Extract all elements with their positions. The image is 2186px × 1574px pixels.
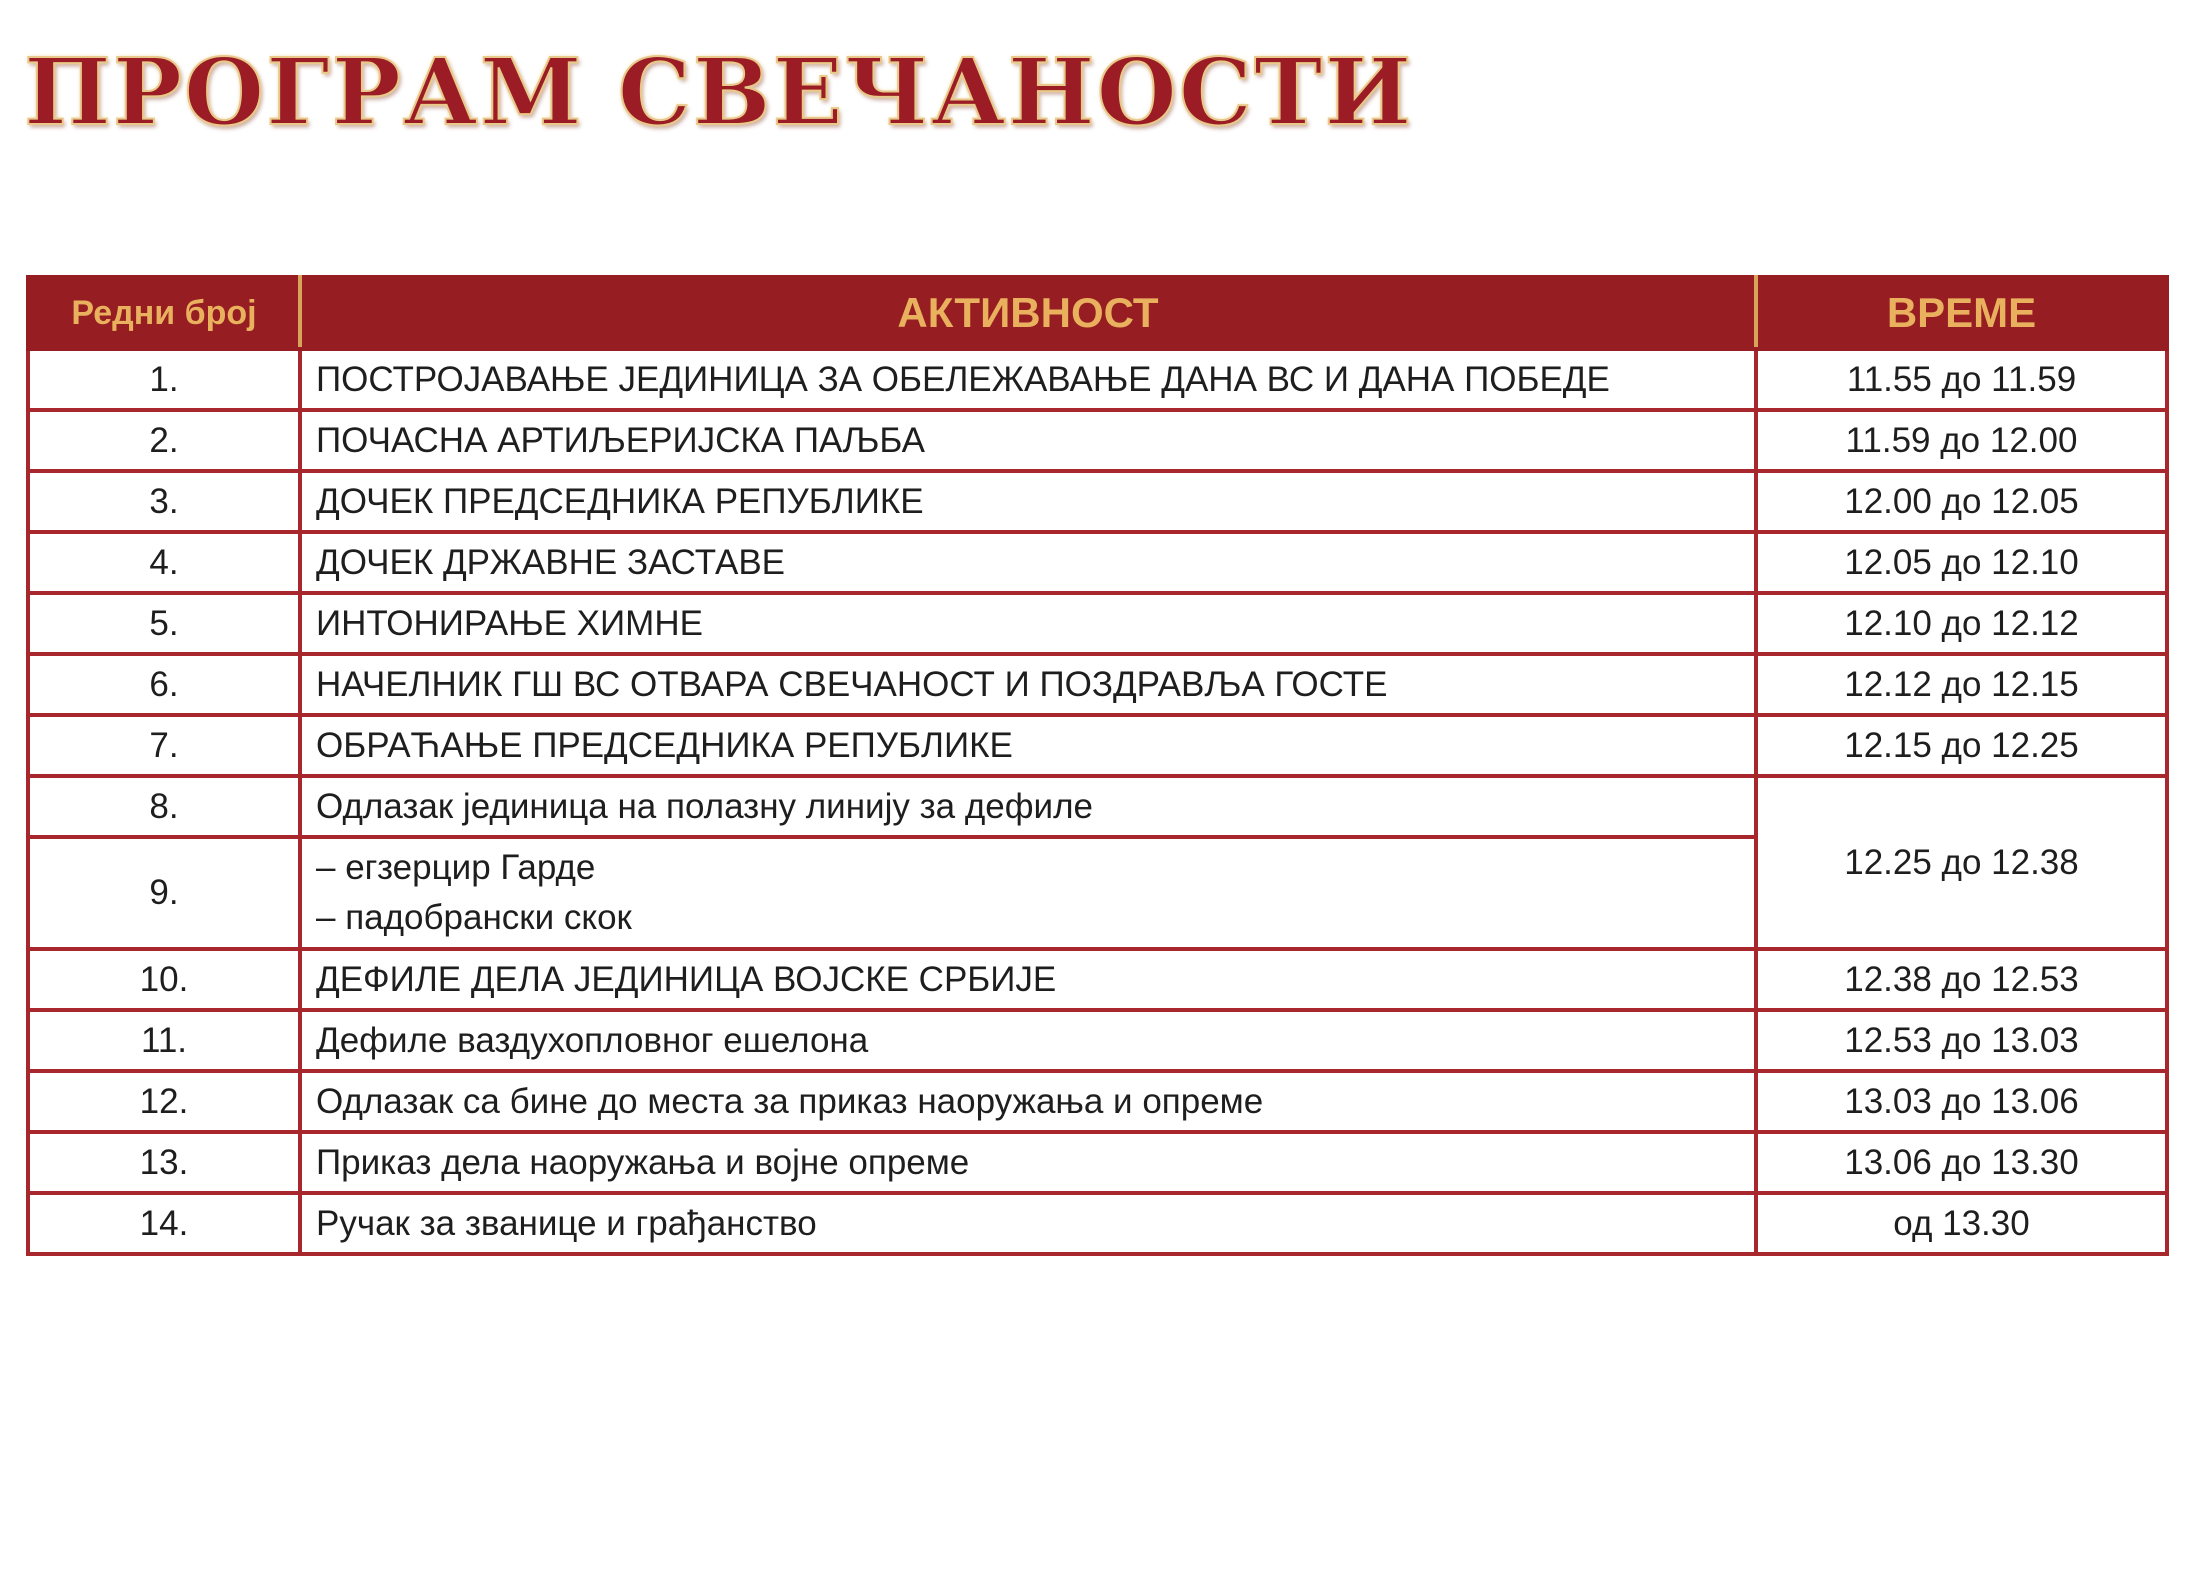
row-time: 11.59 до 12.00 [1756, 410, 2167, 471]
row-time: 11.55 до 11.59 [1756, 349, 2167, 410]
row-time: 12.00 до 12.05 [1756, 471, 2167, 532]
row-time: 12.10 до 12.12 [1756, 593, 2167, 654]
row-activity: Одлазак са бине до места за приказ наоружања и опреме [300, 1071, 1756, 1132]
row-time: 12.12 до 12.15 [1756, 654, 2167, 715]
row-activity: ДОЧЕК ДРЖАВНЕ ЗАСТАВЕ [300, 532, 1756, 593]
row-activity: Приказ дела наоружања и војне опреме [300, 1132, 1756, 1193]
table-row [28, 654, 2167, 715]
row-number: 9. [28, 837, 300, 949]
table-row [28, 1193, 2167, 1254]
row-activity: ПОЧАСНА АРТИЉЕРИЈСКА ПАЉБА [300, 410, 1756, 471]
row-time: 12.38 до 12.53 [1756, 949, 2167, 1010]
row-number: 11. [28, 1010, 300, 1071]
table-row [28, 593, 2167, 654]
row-time: 12.25 до 12.38 [1756, 776, 2167, 949]
row-activity: ОБРАЋАЊЕ ПРЕДСЕДНИКА РЕПУБЛИКЕ [300, 715, 1756, 776]
row-activity: ИНТОНИРАЊЕ ХИМНЕ [300, 593, 1756, 654]
row-number: 7. [28, 715, 300, 776]
row-activity [300, 837, 1756, 949]
row-time: 12.05 до 12.10 [1756, 532, 2167, 593]
row-activity: НАЧЕЛНИК ГШ ВС ОТВАРА СВЕЧАНОСТ И ПОЗДРАВЉА ГОСТЕ [300, 654, 1756, 715]
row-number: 6. [28, 654, 300, 715]
header-time: ВРЕМЕ [1756, 277, 2167, 349]
row-time: од 13.30 [1756, 1193, 2167, 1254]
activity-line: – падобрански скок [316, 898, 632, 937]
header-activity: АКТИВНОСТ [300, 277, 1756, 349]
table-row [28, 949, 2167, 1010]
row-activity: ДЕФИЛЕ ДЕЛА ЈЕДИНИЦА ВОЈСКЕ СРБИЈЕ [300, 949, 1756, 1010]
row-activity: ПОСТРОЈАВАЊЕ ЈЕДИНИЦА ЗА ОБЕЛЕЖАВАЊЕ ДАНА ВС И ДАНА ПОБЕДЕ [300, 349, 1756, 410]
row-activity: Ручак за званице и грађанство [300, 1193, 1756, 1254]
row-number: 4. [28, 532, 300, 593]
row-number: 1. [28, 349, 300, 410]
row-number: 3. [28, 471, 300, 532]
table-row [28, 1010, 2167, 1071]
table-row [28, 1132, 2167, 1193]
row-number: 10. [28, 949, 300, 1010]
row-number: 12. [28, 1071, 300, 1132]
row-activity: Одлазак јединица на полазну линију за дефиле [300, 776, 1756, 837]
row-number: 2. [28, 410, 300, 471]
row-time: 13.03 до 13.06 [1756, 1071, 2167, 1132]
row-activity: ДОЧЕК ПРЕДСЕДНИКА РЕПУБЛИКЕ [300, 471, 1756, 532]
row-number: 5. [28, 593, 300, 654]
table-row [28, 349, 2167, 410]
table-row [28, 1071, 2167, 1132]
table-row [28, 471, 2167, 532]
row-activity: Дефиле ваздухопловног ешелона [300, 1010, 1756, 1071]
row-number: 8. [28, 776, 300, 837]
table-header-row [28, 277, 2167, 349]
row-number: 13. [28, 1132, 300, 1193]
row-time: 12.53 до 13.03 [1756, 1010, 2167, 1071]
table-row [28, 715, 2167, 776]
header-number: Редни број [28, 277, 300, 349]
row-time: 13.06 до 13.30 [1756, 1132, 2167, 1193]
row-time: 12.15 до 12.25 [1756, 715, 2167, 776]
activity-line: – егзерцир Гарде [316, 848, 596, 887]
page-title: ПРОГРАМ СВЕЧАНОСТИ [24, 38, 1414, 146]
table-row [28, 532, 2167, 593]
table-row [28, 410, 2167, 471]
table-row [28, 776, 2167, 837]
row-number: 14. [28, 1193, 300, 1254]
program-table [26, 275, 2169, 1256]
